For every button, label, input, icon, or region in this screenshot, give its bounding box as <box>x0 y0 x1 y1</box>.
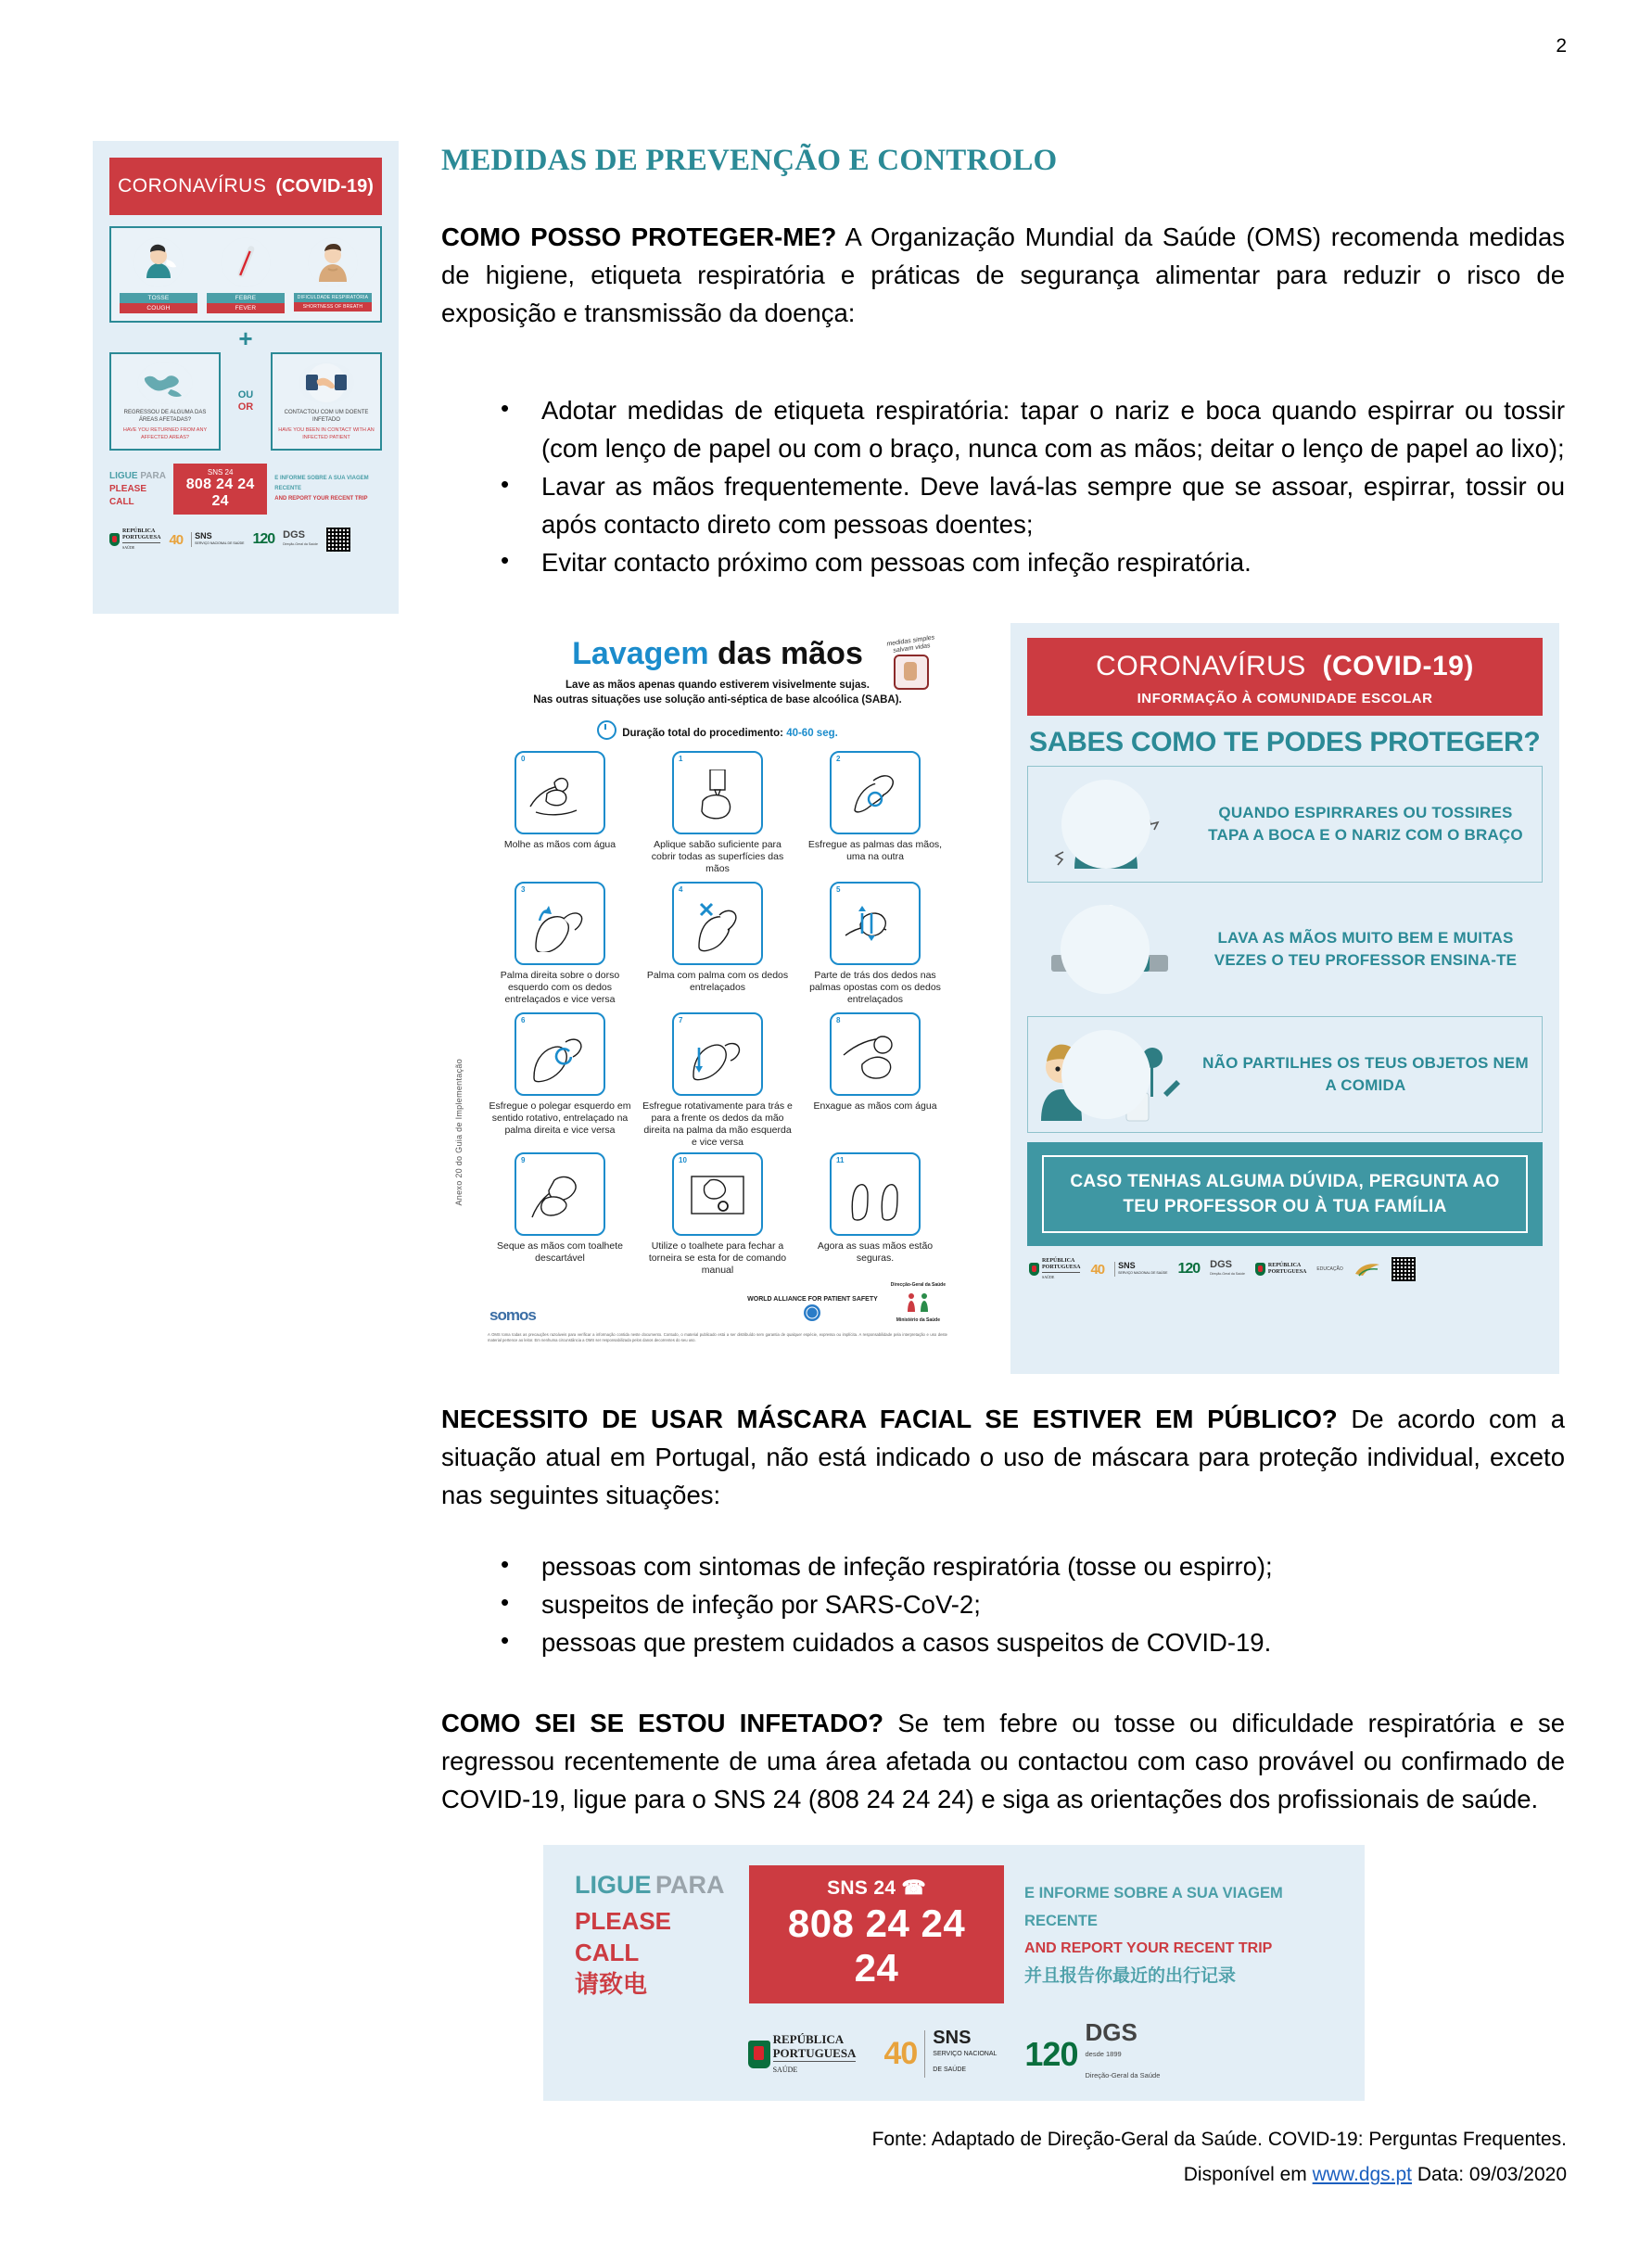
logo-saude: SAÚDE <box>1042 1272 1080 1280</box>
school-message-share <box>1027 1016 1543 1133</box>
step-caption: Parte de trás dos dedos nas palmas opostas com os dedos entrelaçados <box>809 970 941 1005</box>
logo-sns-text: SNS <box>933 2028 972 2048</box>
rinse-hands-icon <box>842 1031 909 1083</box>
symptom-breath-label-en: SHORTNESS OF BREATH <box>294 302 373 312</box>
handshake-icon <box>299 362 354 404</box>
logo-portuguesa: PORTUGUESA <box>772 2045 857 2060</box>
back-of-fingers-icon <box>842 900 909 952</box>
step-illustration <box>672 1012 763 1096</box>
logo-dgs-sub: Direção-Geral da Saúde <box>283 542 318 546</box>
sns-40-years-logo <box>1090 1262 1104 1278</box>
dgs-footer-text: Direcção-Geral da Saúde <box>890 1282 946 1288</box>
sns-logo <box>1114 1262 1167 1277</box>
republica-portuguesa-educacao-logo <box>1255 1263 1306 1276</box>
dgs-120-logo <box>1024 2035 1077 2074</box>
logo-sns-text: SNS <box>195 531 212 540</box>
infected-paragraph <box>441 1704 1565 1818</box>
handwashing-side-note: Anexo 20 do Guia de Implementação <box>454 1059 464 1206</box>
world-map-icon <box>137 362 193 404</box>
dgs-logo <box>283 530 318 549</box>
ministry-text: Ministério da Saúde <box>896 1317 941 1323</box>
poster-symptoms-call-row <box>109 464 382 515</box>
step-caption: Agora as suas mãos estão seguras. <box>817 1240 934 1264</box>
call-label <box>109 470 166 509</box>
school-message-sneeze <box>1027 766 1543 883</box>
handwashing-step <box>799 1012 951 1149</box>
school-message-text: QUANDO ESPIRRARES OU TOSSIRES TAPA A BOCA E O NARIZ COM O BRAÇO <box>1208 804 1523 844</box>
handwashing-step <box>642 1012 794 1149</box>
logo-sns-text: SNS <box>1118 1261 1136 1270</box>
travel-contact-box <box>271 352 382 451</box>
clock-icon <box>597 720 616 740</box>
sns24-info-en: AND REPORT YOUR RECENT TRIP <box>1024 1939 1273 1956</box>
travel-returned-pt: REGRESSOU DE ALGUMA DAS ÁREAS AFETADAS? <box>123 410 207 423</box>
logo-dgs-text: DGS <box>283 529 305 540</box>
travel-or-en: OR <box>237 401 254 413</box>
availability-date: Data: 09/03/2020 <box>1412 2164 1567 2185</box>
logo-dgs-sub: Direção-Geral da Saúde <box>1210 1272 1245 1276</box>
logo-40-text: 40 <box>1090 1261 1105 1278</box>
poster-handwashing <box>441 623 970 1374</box>
list-item: • Evitar contacto próximo com pessoas com infeção respiratória. <box>489 543 1565 581</box>
travel-contact-pt: CONTACTOU COM UM DOENTE INFETADO <box>284 410 369 423</box>
dgs-website-link[interactable]: www.dgs.pt <box>1312 2164 1413 2185</box>
logo-sns-sub2: DE SAÚDE <box>933 2067 967 2073</box>
step-caption: Esfregue rotativamente para trás e para a frente os dedos da mão direita na palma da mão esquerda e vice versa <box>642 1100 793 1148</box>
handwashing-step <box>484 751 636 878</box>
coughing-person-icon <box>133 237 184 287</box>
mask-answer: De acordo com a situação atual em Portugal, não está indicado o uso de máscara para proteção individual, exceto nas seguintes situações: <box>441 1405 1565 1509</box>
school-title-tag: (COVID-19) <box>1322 651 1474 681</box>
step-caption: Palma com palma com os dedos entrelaçados <box>646 970 789 993</box>
step-number: 0 <box>521 755 526 763</box>
sns-logo <box>191 532 244 547</box>
step-illustration <box>515 1012 605 1096</box>
logo-120-text: 120 <box>1177 1261 1201 1277</box>
republica-portuguesa-logo <box>748 2032 857 2077</box>
step-caption: Seque as mãos com toalhete descartável <box>497 1240 623 1264</box>
step-illustration <box>515 751 605 834</box>
school-question: SABES COMO TE PODES PROTEGER? <box>1029 727 1541 757</box>
source-line-1: Fonte: Adaptado de Direção-Geral da Saúde. COVID-19: Perguntas Frequentes. <box>871 2129 1567 2150</box>
sns-40-years-logo <box>169 532 183 548</box>
sns-40-years-logo <box>883 2036 917 2072</box>
symptom-cough <box>120 237 198 313</box>
logo-sns-sub: SERVIÇO NACIONAL DE SAÚDE <box>195 541 245 545</box>
dgs-logo <box>1085 2018 1161 2086</box>
logo-republica: REPÚBLICA <box>1042 1258 1075 1264</box>
step-number: 3 <box>521 885 526 894</box>
step-illustration <box>672 882 763 965</box>
step-caption: Palma direita sobre o dorso esquerdo com os dedos entrelaçados e vice versa <box>500 970 620 1005</box>
sns24-call-row <box>575 1865 1333 2003</box>
sns24-number: 808 24 24 24 <box>787 1901 966 1990</box>
people-icon <box>902 1290 934 1314</box>
travel-returned-box <box>109 352 221 451</box>
travel-or-pt: OU <box>237 389 254 401</box>
handwashing-legal-text: A OMS toma todas as precauções razoáveis para verificar a informação contida neste documento. Contudo, o material publicado está a ser distribuído sem garantia de qualquer espécie, expressa ou implícita. A responsabilidade pela interpretação e uso deste material pertence ao leitor. Em nenhuma circunstância a OMS ser responsabilizada pelos danos decorrentes do seu uso. <box>488 1332 947 1342</box>
sns24-para: PARA <box>654 1871 725 1899</box>
handwashing-step <box>484 1012 636 1149</box>
logo-republica: REPÚBLICA <box>772 2031 845 2046</box>
step-number: 11 <box>836 1156 845 1164</box>
call-info-pt: E INFORME SOBRE A SUA VIAGEM RECENTE <box>274 476 369 491</box>
protect-paragraph <box>441 218 1565 332</box>
sns24-call-label <box>575 1869 729 2000</box>
handwashing-title-2: das mãos <box>718 636 863 671</box>
step-caption: Enxague as mãos com água <box>813 1100 937 1112</box>
logo-saude: SAÚDE <box>773 2061 857 2077</box>
interlaced-fingers-back-icon <box>527 900 593 952</box>
who-emblem-icon <box>803 1304 821 1322</box>
close-tap-towel-icon <box>684 1171 751 1223</box>
logo-portuguesa: PORTUGUESA <box>122 535 161 540</box>
protect-answer: A Organização Mundial da Saúde (OMS) recomenda medidas de higiene, etiqueta respiratória e práticas de segurança alimentar para reduzir o risco de exposição e transmissão da doença: <box>441 223 1566 327</box>
duration-label: Duração total do procedimento: <box>622 728 783 739</box>
stop-hand-icon <box>894 655 929 690</box>
republica-portuguesa-logo <box>109 528 160 551</box>
dgs-ministry-logo <box>891 1281 946 1325</box>
safety-stamp-text: medidas simples salvam vidas <box>886 634 935 655</box>
handwashing-step <box>642 1152 794 1279</box>
page-title: MEDIDAS DE PREVENÇÃO E CONTROLO <box>441 144 1058 177</box>
protect-bullets <box>489 391 1565 581</box>
step-illustration <box>515 1152 605 1236</box>
poster-symptoms <box>93 141 399 614</box>
somos-logo-text: somos <box>489 1306 536 1324</box>
qr-code-icon <box>1391 1257 1416 1281</box>
symptom-breath-label-pt: DIFICULDADE RESPIRATÓRIA <box>294 293 373 302</box>
dge-logo-icon <box>1353 1261 1381 1278</box>
dgs-120-logo <box>1177 1261 1200 1278</box>
travel-contact-en: HAVE YOU BEEN IN CONTACT WITH AN INFECTED PATIENT <box>278 427 375 440</box>
step-number: 10 <box>679 1156 687 1164</box>
logo-portuguesa-edu: PORTUGUESA <box>1267 1269 1307 1275</box>
symptom-cough-label-pt: TOSSE <box>120 293 198 303</box>
step-caption: Molhe as mãos com água <box>503 839 616 850</box>
call-label-ligue: LIGUE <box>109 470 138 481</box>
who-patient-safety-text: WORLD ALLIANCE FOR PATIENT SAFETY <box>747 1296 878 1303</box>
logo-portuguesa: PORTUGUESA <box>1042 1265 1081 1270</box>
step-number: 9 <box>521 1156 526 1164</box>
infected-question: COMO SEI SE ESTOU INFETADO? <box>441 1709 884 1737</box>
handwashing-duration <box>484 720 951 740</box>
sneeze-into-elbow-icon <box>1037 776 1191 872</box>
step-illustration <box>515 882 605 965</box>
sns24-number-box <box>173 464 267 515</box>
breathing-difficulty-icon <box>308 237 358 287</box>
logo-dgs-sub: Direção-Geral da Saúde <box>1085 2071 1161 2079</box>
list-item: • Adotar medidas de etiqueta respiratória: tapar o nariz e boca quando espirrar ou tossir (com lenço de papel ou com o braço, nunca com as mãos; deitar o lenço de papel ao lixo); <box>489 391 1565 467</box>
do-not-share-objects-icon <box>1037 1026 1191 1123</box>
school-cta-banner <box>1027 1142 1543 1246</box>
handwashing-step <box>799 1152 951 1279</box>
poster-symptoms-logos <box>109 528 382 552</box>
step-number: 7 <box>679 1016 683 1024</box>
washing-hands-icon <box>1036 901 1190 998</box>
portugal-shield-icon <box>1255 1263 1265 1276</box>
poster-symptoms-title-main: CORONAVÍRUS <box>118 175 267 197</box>
safe-hands-icon <box>842 1171 909 1223</box>
sns24-logos <box>575 2018 1333 2086</box>
call-info <box>274 474 382 504</box>
travel-row <box>109 352 382 451</box>
step-number: 2 <box>836 755 841 763</box>
handwashing-footer <box>484 1281 951 1325</box>
portugal-shield-icon <box>109 533 120 546</box>
mask-bullets <box>489 1547 1565 1661</box>
step-caption: Esfregue o polegar esquerdo em sentido rotativo, entrelaçado na palma direita e vice versa <box>489 1100 631 1136</box>
call-label-para: PARA <box>140 470 166 481</box>
handwashing-step <box>484 882 636 1009</box>
symptom-cough-label-en: COUGH <box>120 303 198 313</box>
fingertips-rotation-icon <box>684 1031 751 1083</box>
handwashing-step <box>484 1152 636 1279</box>
somos-logo <box>489 1306 536 1325</box>
mask-paragraph <box>441 1400 1565 1514</box>
step-number: 6 <box>521 1016 526 1024</box>
duration-value: 40-60 seg. <box>786 728 838 739</box>
availability-prefix: Disponível em <box>1183 2164 1313 2185</box>
school-message-text: NÃO PARTILHES OS TEUS OBJETOS NEM A COMIDA <box>1202 1054 1529 1094</box>
sns24-please-call: PLEASE CALL <box>575 1907 672 1966</box>
step-caption: Utilize o toalhete para fechar a torneira se esta for de comando manual <box>648 1240 787 1276</box>
travel-returned-en: HAVE YOU RETURNED FROM ANY AFFECTED AREAS? <box>122 427 208 440</box>
logo-dgs-text: DGS <box>1085 2018 1137 2046</box>
call-info-en: AND REPORT YOUR RECENT TRIP <box>274 496 368 502</box>
step-number: 5 <box>836 885 841 894</box>
mask-question: NECESSITO DE USAR MÁSCARA FACIAL SE ESTIVER EM PÚBLICO? <box>441 1405 1338 1433</box>
protect-question: COMO POSSO PROTEGER-ME? <box>441 223 837 251</box>
sns24-info-zh: 并且报告你最近的出行记录 <box>1024 1965 1237 1986</box>
school-subtitle: INFORMAÇÃO À COMUNIDADE ESCOLAR <box>1137 691 1433 706</box>
step-number: 1 <box>679 755 683 763</box>
list-item: • Lavar as mãos frequentemente. Deve lavá-las sempre que se assoar, espirrar, tossir ou após contacto direto com pessoas doentes; <box>489 467 1565 543</box>
school-message-text: LAVA AS MÃOS MUITO BEM E MUITAS VEZES O TEU PROFESSOR ENSINA-TE <box>1214 929 1518 969</box>
logo-dgs-text: DGS <box>1210 1259 1232 1270</box>
portugal-shield-icon <box>748 2041 770 2068</box>
handwashing-step <box>642 882 794 1009</box>
logo-120-text: 120 <box>1024 2034 1078 2073</box>
handwashing-subtitle-1: Lave as mãos apenas quando estiverem visivelmente sujas. <box>565 680 870 691</box>
school-message-wash <box>1027 892 1543 1007</box>
who-block <box>747 1281 946 1325</box>
step-illustration <box>830 751 921 834</box>
poster-symptoms-title <box>109 158 382 215</box>
thermometer-icon <box>221 237 271 287</box>
symptom-fever <box>207 237 286 313</box>
handwashing-steps-grid <box>484 751 951 1279</box>
step-illustration <box>830 1012 921 1096</box>
step-caption: Esfregue as palmas das mãos, uma na outra <box>807 839 943 862</box>
logo-40-text: 40 <box>169 531 184 548</box>
logo-republica: REPÚBLICA <box>122 528 156 534</box>
handwashing-step <box>799 751 951 878</box>
educacao-label: EDUCAÇÃO <box>1316 1266 1343 1272</box>
list-item: • suspeitos de infeção por SARS-CoV-2; <box>489 1585 1565 1623</box>
handwashing-step <box>799 882 951 1009</box>
step-number: 8 <box>836 1016 841 1024</box>
sns24-number-box <box>749 1865 1004 2003</box>
list-item: • pessoas com sintomas de infeção respiratória (tosse ou espirro); <box>489 1547 1565 1585</box>
call-label-please: PLEASE CALL <box>109 483 147 507</box>
dgs-120-group <box>1024 2018 1161 2086</box>
thumb-rotation-icon <box>527 1031 593 1083</box>
sns24-label: SNS 24 <box>207 468 234 477</box>
logo-republica-edu: REPÚBLICA <box>1267 1263 1302 1268</box>
step-illustration <box>672 751 763 834</box>
palm-with-palm-icon <box>684 900 751 952</box>
dgs-logo <box>1210 1260 1245 1278</box>
school-title-banner <box>1027 638 1543 716</box>
school-logos <box>1027 1257 1543 1281</box>
step-illustration <box>672 1152 763 1236</box>
sns24-chinese-call: 请致电 <box>575 1970 648 1998</box>
symptom-fever-label-en: FEVER <box>207 303 286 313</box>
step-illustration <box>830 882 921 965</box>
logo-120-text: 120 <box>252 531 275 547</box>
school-cta-text: CASO TENHAS ALGUMA DÚVIDA, PERGUNTA AO TEU PROFESSOR OU À TUA FAMÍLIA <box>1042 1155 1528 1233</box>
logo-saude: SAÚDE <box>122 542 160 551</box>
dgs-120-logo <box>252 531 274 548</box>
wet-hands-icon <box>527 769 593 821</box>
handwashing-step <box>642 751 794 878</box>
handwashing-title-1: Lavagem <box>572 636 709 671</box>
source-line-2 <box>1184 2164 1567 2186</box>
page-number: 2 <box>1556 35 1567 57</box>
plus-sign: + <box>238 324 253 352</box>
step-number: 4 <box>679 885 683 894</box>
sns24-label-text: SNS 24 <box>827 1877 896 1899</box>
school-title-main: CORONAVÍRUS <box>1096 651 1306 681</box>
logo-sns-sub1: SERVIÇO NACIONAL <box>933 2051 998 2057</box>
step-illustration <box>830 1152 921 1236</box>
travel-or <box>230 352 261 451</box>
phone-icon: ☎ <box>901 1877 926 1899</box>
safety-stamp <box>879 634 944 690</box>
logo-dgs-since: desde 1899 <box>1085 2050 1122 2058</box>
poster-school <box>1010 623 1559 1374</box>
symptom-breath <box>294 237 373 313</box>
apply-soap-icon <box>684 769 751 821</box>
infected-answer: Se tem febre ou tosse ou dificuldade respiratória e se regressou recentemente de uma área afetada ou contactou com caso provável ou confirmado de COVID-19, ligue para o SNS 24 (808 24 24 24) e siga as orientações dos profissionais de saúde. <box>441 1709 1565 1813</box>
portugal-shield-icon <box>1029 1263 1039 1276</box>
poster-sns24 <box>543 1845 1365 2101</box>
qr-code-icon <box>326 528 350 552</box>
sns-logo <box>924 2030 997 2078</box>
logo-40-text: 40 <box>883 2036 918 2071</box>
palm-to-palm-icon <box>842 769 909 821</box>
logo-sns-sub: SERVIÇO NACIONAL DE SAÚDE <box>1118 1271 1168 1275</box>
sns24-ligue: LIGUE <box>575 1871 652 1899</box>
dry-hands-towel-icon <box>527 1171 593 1223</box>
sns24-label <box>769 1876 984 1900</box>
sns-40-group <box>883 2030 997 2078</box>
sns24-info <box>1024 1879 1333 1990</box>
republica-portuguesa-logo <box>1029 1258 1080 1280</box>
poster-symptoms-title-tag: (COVID-19) <box>275 175 374 197</box>
sns24-number: 808 24 24 24 <box>185 477 255 509</box>
who-patient-safety-logo <box>747 1295 878 1325</box>
symptom-fever-label-pt: FEBRE <box>207 293 286 303</box>
list-item: • pessoas que prestem cuidados a casos suspeitos de COVID-19. <box>489 1623 1565 1661</box>
handwashing-subtitle-2: Nas outras situações use solução anti-séptica de base alcoólica (SABA). <box>533 694 902 706</box>
symptom-row <box>109 226 382 323</box>
sns24-info-pt: E INFORME SOBRE A SUA VIAGEM RECENTE <box>1024 1884 1283 1929</box>
step-caption: Aplique sabão suficiente para cobrir todas as superfícies das mãos <box>651 839 784 874</box>
